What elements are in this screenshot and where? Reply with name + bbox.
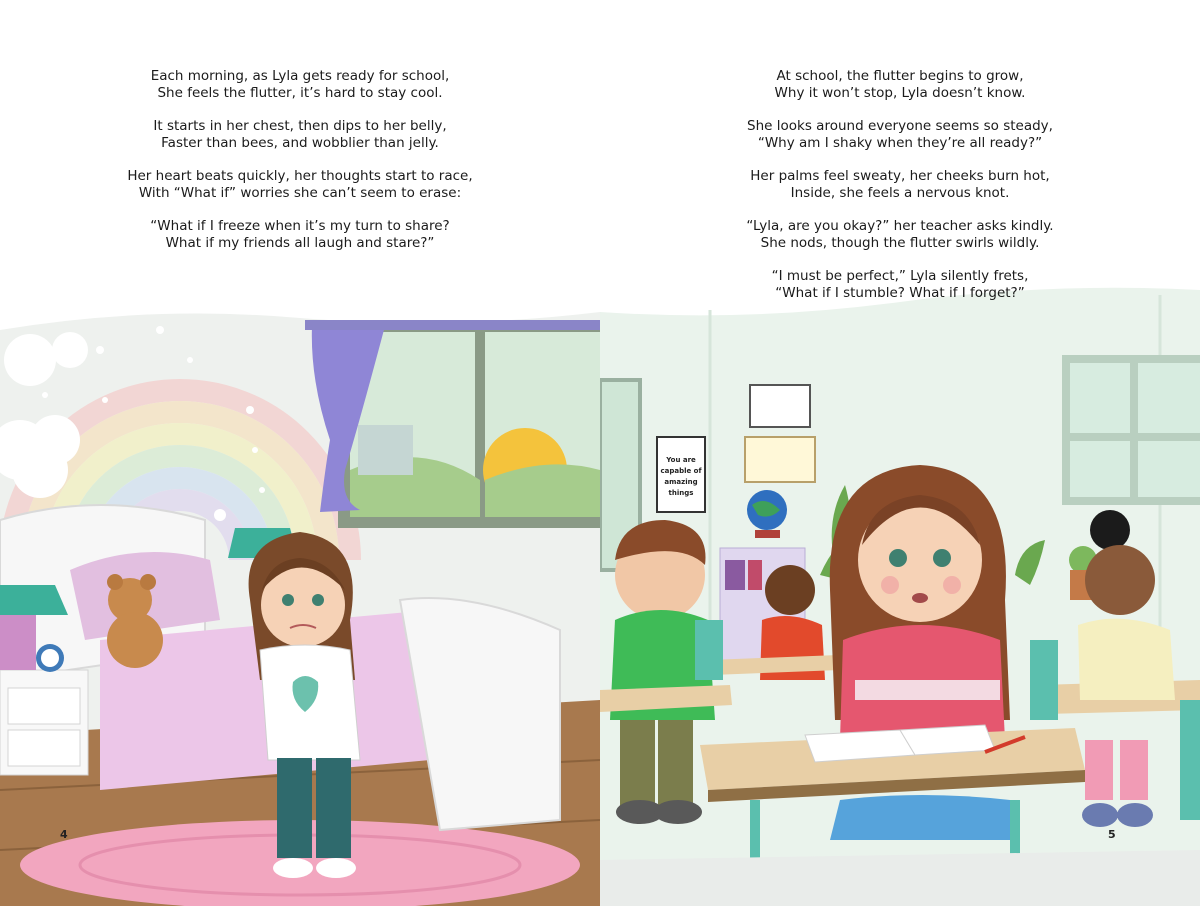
verse-line: Faster than bees, and wobblier than jelly. bbox=[161, 135, 439, 151]
verse-line: “Why am I shaky when they’re all ready?” bbox=[757, 135, 1043, 151]
stanza bbox=[600, 268, 1200, 302]
page-number: 4 bbox=[60, 828, 68, 841]
verse-line: She feels the flutter, it’s hard to stay cool. bbox=[157, 85, 443, 101]
stanza bbox=[0, 68, 600, 102]
left-page-text bbox=[0, 68, 600, 268]
verse-line: “Lyla, are you okay?” her teacher asks kindly. bbox=[746, 218, 1054, 234]
verse-line: She looks around everyone seems so steady, bbox=[747, 118, 1053, 134]
verse-line: Why it won’t stop, Lyla doesn’t know. bbox=[774, 85, 1026, 101]
verse-line: Inside, she feels a nervous knot. bbox=[790, 185, 1010, 201]
stanza bbox=[0, 118, 600, 152]
poster-line: capable of bbox=[660, 467, 702, 475]
stanza bbox=[600, 118, 1200, 152]
verse-line: Her heart beats quickly, her thoughts start to race, bbox=[127, 168, 473, 184]
stanza bbox=[0, 168, 600, 202]
stanza bbox=[600, 218, 1200, 252]
verse-line: It starts in her chest, then dips to her belly, bbox=[153, 118, 447, 134]
stanza bbox=[0, 218, 600, 252]
poster-line: amazing bbox=[664, 478, 698, 486]
verse-line: Each morning, as Lyla gets ready for school, bbox=[150, 68, 450, 84]
right-page bbox=[600, 0, 1200, 906]
verse-line: “I must be perfect,” Lyla silently frets, bbox=[771, 268, 1029, 284]
verse-line: “What if I stumble? What if I forget?” bbox=[775, 285, 1025, 301]
verse-line: Her palms feel sweaty, her cheeks burn hot, bbox=[750, 168, 1050, 184]
stanza bbox=[600, 168, 1200, 202]
right-page-text bbox=[600, 68, 1200, 318]
verse-line: With “What if” worries she can’t seem to erase: bbox=[138, 185, 462, 201]
poster-line: You are bbox=[666, 456, 696, 464]
poster-line: things bbox=[668, 489, 694, 497]
verse-line: “What if I freeze when it’s my turn to share? bbox=[150, 218, 450, 234]
stanza bbox=[600, 68, 1200, 102]
verse-line: She nods, though the flutter swirls wildly. bbox=[760, 235, 1040, 251]
verse-line: At school, the flutter begins to grow, bbox=[776, 68, 1024, 84]
verse-line: What if my friends all laugh and stare?” bbox=[165, 235, 435, 251]
page-number: 5 bbox=[1108, 828, 1116, 841]
